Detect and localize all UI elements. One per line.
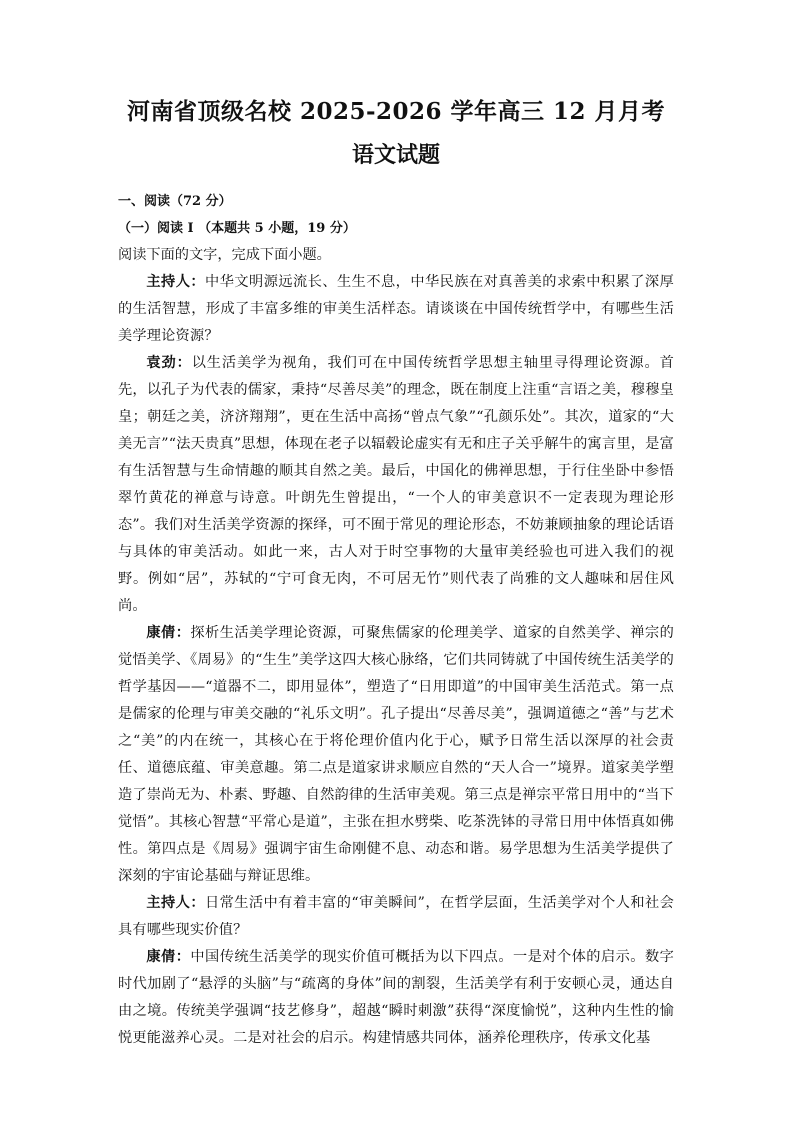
speaker-label: 袁劲： [146,355,192,371]
dialogue-paragraph [118,620,674,890]
speaker-label: 主持人： [146,895,205,911]
paragraph-text: 以生活美学为视角，我们可在中国传统哲学思想主轴里寻得理论资源。首先，以孔子为代表的儒家，秉持“尽善尽美”的理念，既在制度上注重“言语之美，穆穆皇皇；朝廷之美，济济翔翔”，更在生活中高扬“曾点气象”“孔颜乐处”。其次，道家的“大美无言”“法天贵真”思想，体现在老子以辐毂论虚实有无和庄子关乎解牛的寓言里，是富有生活智慧与生命情趣的顺其自然之美。最后，中国化的佛禅思想，于行住坐卧中参悟翠竹黄花的禅意与诗意。叶朗先生曾提出，“一个人的审美意识不一定表现为理论形态”。我们对生活美学资源的探绎，可不囿于常见的理论形态，不妨兼顾抽象的理论话语与具体的审美活动。如此一来，古人对于时空事物的大量审美经验也可进入我们的视野。例如“居”，苏轼的“宁可食无肉，不可居无竹”则代表了尚雅的文人趣味和居住风尚。 [118,355,675,614]
paragraph-text: 探析生活美学理论资源，可聚焦儒家的伦理美学、道家的自然美学、禅宗的觉悟美学、《周易》的“生生”美学这四大核心脉络，它们共同铸就了中国传统生活美学的哲学基因——“道器不二，即用显体”，塑造了“日用即道”的中国审美生活范式。第一点是儒家的伦理与审美交融的“礼乐文明”。孔子提出“尽善尽美”，强调道德之“善”与艺术之“美”的内在统一，其核心在于将伦理价值内化于心，赋予日常生活以深厚的社会责任、道德底蕴、审美意趣。第二点是道家讲求顺应自然的“天人合一”境界。道家美学塑造了崇尚无为、朴素、野趣、自然韵律的生活审美观。第三点是禅宗平常日用中的“当下觉悟”。其核心智慧“平常心是道”，主张在担水劈柴、吃茶洗钵的寻常日用中体悟真如佛性。第四点是《周易》强调宇宙生命刚健不息、动态和谐。易学思想为生活美学提供了深刻的宇宙论基础与辩证思维。 [118,625,674,884]
dialogue-paragraph [118,890,674,944]
speaker-label: 主持人： [146,274,206,290]
paragraph-text: 中国传统生活美学的现实价值可概括为以下四点。一是对个体的启示。数字时代加剧了“悬浮的头脑”与“疏离的身体”间的割裂，生活美学有利于安顿心灵，通达自由之境。传统美学强调“技艺修身”，超越“瞬时刺激”获得“深度愉悦”，这种内生性的愉悦更能滋养心灵。二是对社会的启示。构建情感共同体，涵养伦理秩序，传承文化基 [118,949,674,1046]
dialogue-paragraph [118,269,674,350]
dialogue-paragraph [118,350,674,620]
exam-title: 河南省顶级名校 2025-2026 学年高三 12 月月考 [126,98,666,125]
speaker-label: 康倩： [146,949,191,965]
section-heading: 一、阅读（72 分） [118,194,232,209]
paragraph-text: 中华文明源远流长、生生不息，中华民族在对真善美的求索中积累了深厚的生活智慧，形成了丰富多维的审美生活样态。请谈谈在中国传统哲学中，有哪些生活美学理论资源？ [118,274,674,344]
subsection-heading: （一）阅读 I （本题共 5 小题，19 分） [118,221,356,236]
reading-instruction: 阅读下面的文字，完成下面小题。 [118,247,331,263]
dialogue-paragraph [118,944,674,1052]
paragraph-text: 日常生活中有着丰富的“审美瞬间”，在哲学层面，生活美学对个人和社会具有哪些现实价值？ [118,895,675,938]
exam-subtitle: 语文试题 [351,142,440,168]
speaker-label: 康倩： [146,625,191,641]
